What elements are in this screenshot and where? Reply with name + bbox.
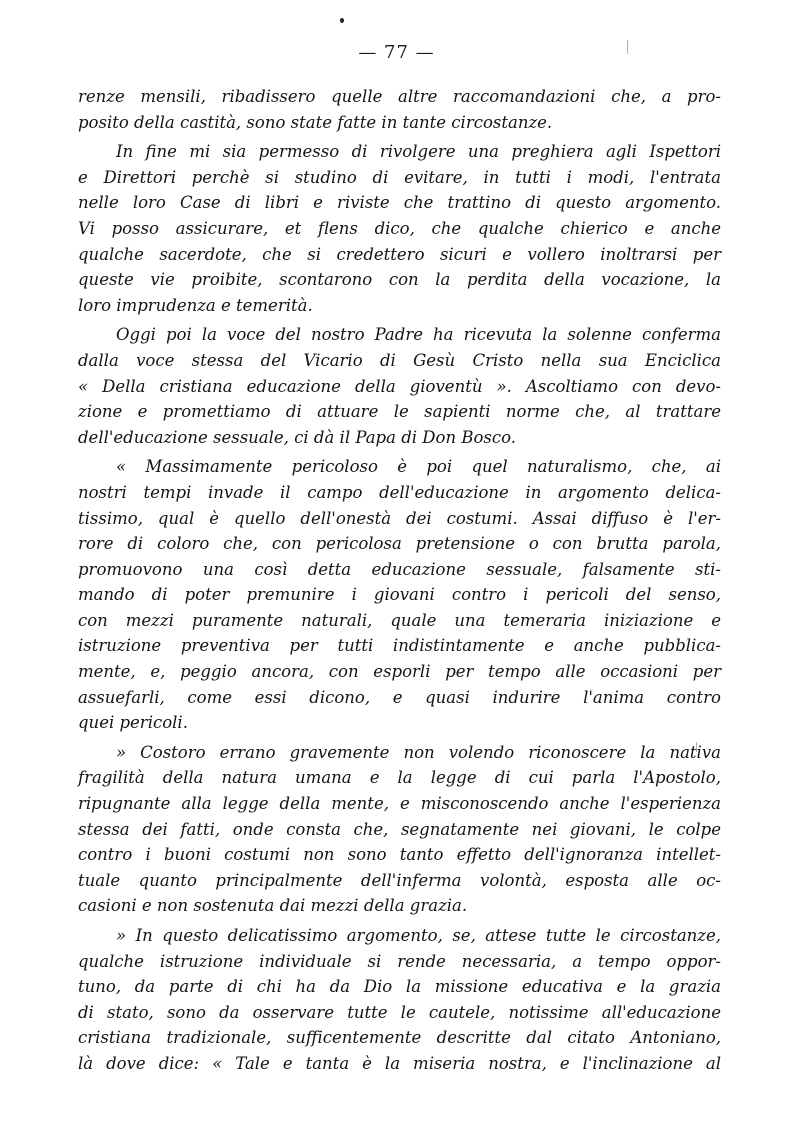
text-line: contro i buoni costumi non sono tanto effetto dell'ignoranza intellet- — [78, 845, 721, 865]
text-line: » In questo delicatissimo argomento, se, attese tutte le circostanze, — [116, 926, 721, 945]
text-line: rore di coloro che, con pericolosa pretensione o con brutta parola, — [78, 534, 721, 554]
text-line: ripugnante alla legge della mente, e misconoscendo anche l'esperienza — [78, 794, 721, 814]
text-line: queste vie proibite, scontarono con la perdita della vocazione, la — [78, 270, 721, 290]
text-line: stessa dei fatti, onde consta che, segnatamente nei giovani, le colpe — [78, 819, 721, 839]
text-line: Vi posso assicurare, et flens dico, che qualche chierico e anche — [78, 218, 721, 238]
text-line: cristiana tradizionale, sufficentemente descritte dal citato Antoniano, — [78, 1028, 721, 1048]
text-line: quei pericoli. — [78, 713, 188, 733]
text-line: fragilità della natura umana e la legge di cui parla l'Apostolo, — [78, 768, 721, 788]
text-line: tuno, da parte di chi ha da Dio la missione educativa e la grazia — [78, 977, 721, 997]
text-line: assuefarli, come essi dicono, e quasi indurire l'anima contro — [78, 687, 721, 707]
text-line: posito della castità, sono state fatte in tante circostanze. — [78, 112, 553, 132]
text-line: mente, e, peggio ancora, con esporli per tempo alle occasioni per — [78, 662, 721, 682]
text-line: mando di poter premunire i giovani contro i pericoli del senso, — [78, 585, 721, 605]
text-line: zione e promettiamo di attuare le sapienti norme che, al trattare — [78, 402, 721, 422]
text-line: Oggi poi la voce del nostro Padre ha ricevuta la solenne conferma — [116, 325, 721, 345]
ink-speck — [340, 18, 344, 23]
text-line: » Costoro errano gravemente non volendo riconoscere la nativa — [116, 742, 721, 762]
text-line: con mezzi puramente naturali, quale una temeraria iniziazione e — [78, 610, 721, 630]
text-line: promuovono una così detta educazione sessuale, falsamente sti- — [78, 559, 721, 579]
text-line: di stato, sono da osservare tutte le cautele, notissime all'educazione — [78, 1002, 721, 1022]
text-line: In fine mi sia permesso di rivolgere una preghiera agli Ispettori — [116, 142, 721, 162]
text-line: tuale quanto principalmente dell'inferma volontà, esposta alle oc- — [78, 870, 721, 890]
text-line: qualche istruzione individuale si rende necessaria, a tempo oppor- — [78, 951, 721, 971]
text-line: « Massimamente pericoloso è poi quel naturalismo, che, ai — [116, 457, 721, 477]
text-line: dell'educazione sessuale, ci dà il Papa di Don Bosco. — [78, 427, 516, 447]
text-line: nostri tempi invade il campo dell'educazione in argomento delica- — [78, 482, 721, 502]
page-number: — 77 — — [358, 42, 435, 63]
text-line: casioni e non sostenuta dai mezzi della grazia. — [78, 896, 468, 916]
text-line: loro imprudenza e temerità. — [78, 295, 313, 315]
text-line: là dove dice: « Tale e tanta è la miseria nostra, e l'inclinazione al — [78, 1053, 721, 1073]
text-line: « Della cristiana educazione della gioventù ». Ascoltiamo con devo- — [78, 376, 721, 396]
text-line: nelle loro Case di libri e riviste che trattino di questo argomento. — [78, 193, 721, 213]
text-line: istruzione preventiva per tutti indistintamente e anche pubblica- — [78, 636, 721, 656]
text-line: dalla voce stessa del Vicario di Gesù Cristo nella sua Enciclica — [78, 350, 721, 370]
text-line: tissimo, qual è quello dell'onestà dei costumi. Assai diffuso è l'er- — [78, 508, 721, 528]
text-line: qualche sacerdote, che si credettero sicuri e vollero inoltrarsi per — [78, 244, 721, 264]
text-line: e Direttori perchè si studino di evitare, in tutti i modi, l'entrata — [78, 167, 721, 187]
text-line: renze mensili, ribadissero quelle altre raccomandazioni che, a pro- — [78, 87, 721, 106]
body-text — [78, 84, 721, 1077]
